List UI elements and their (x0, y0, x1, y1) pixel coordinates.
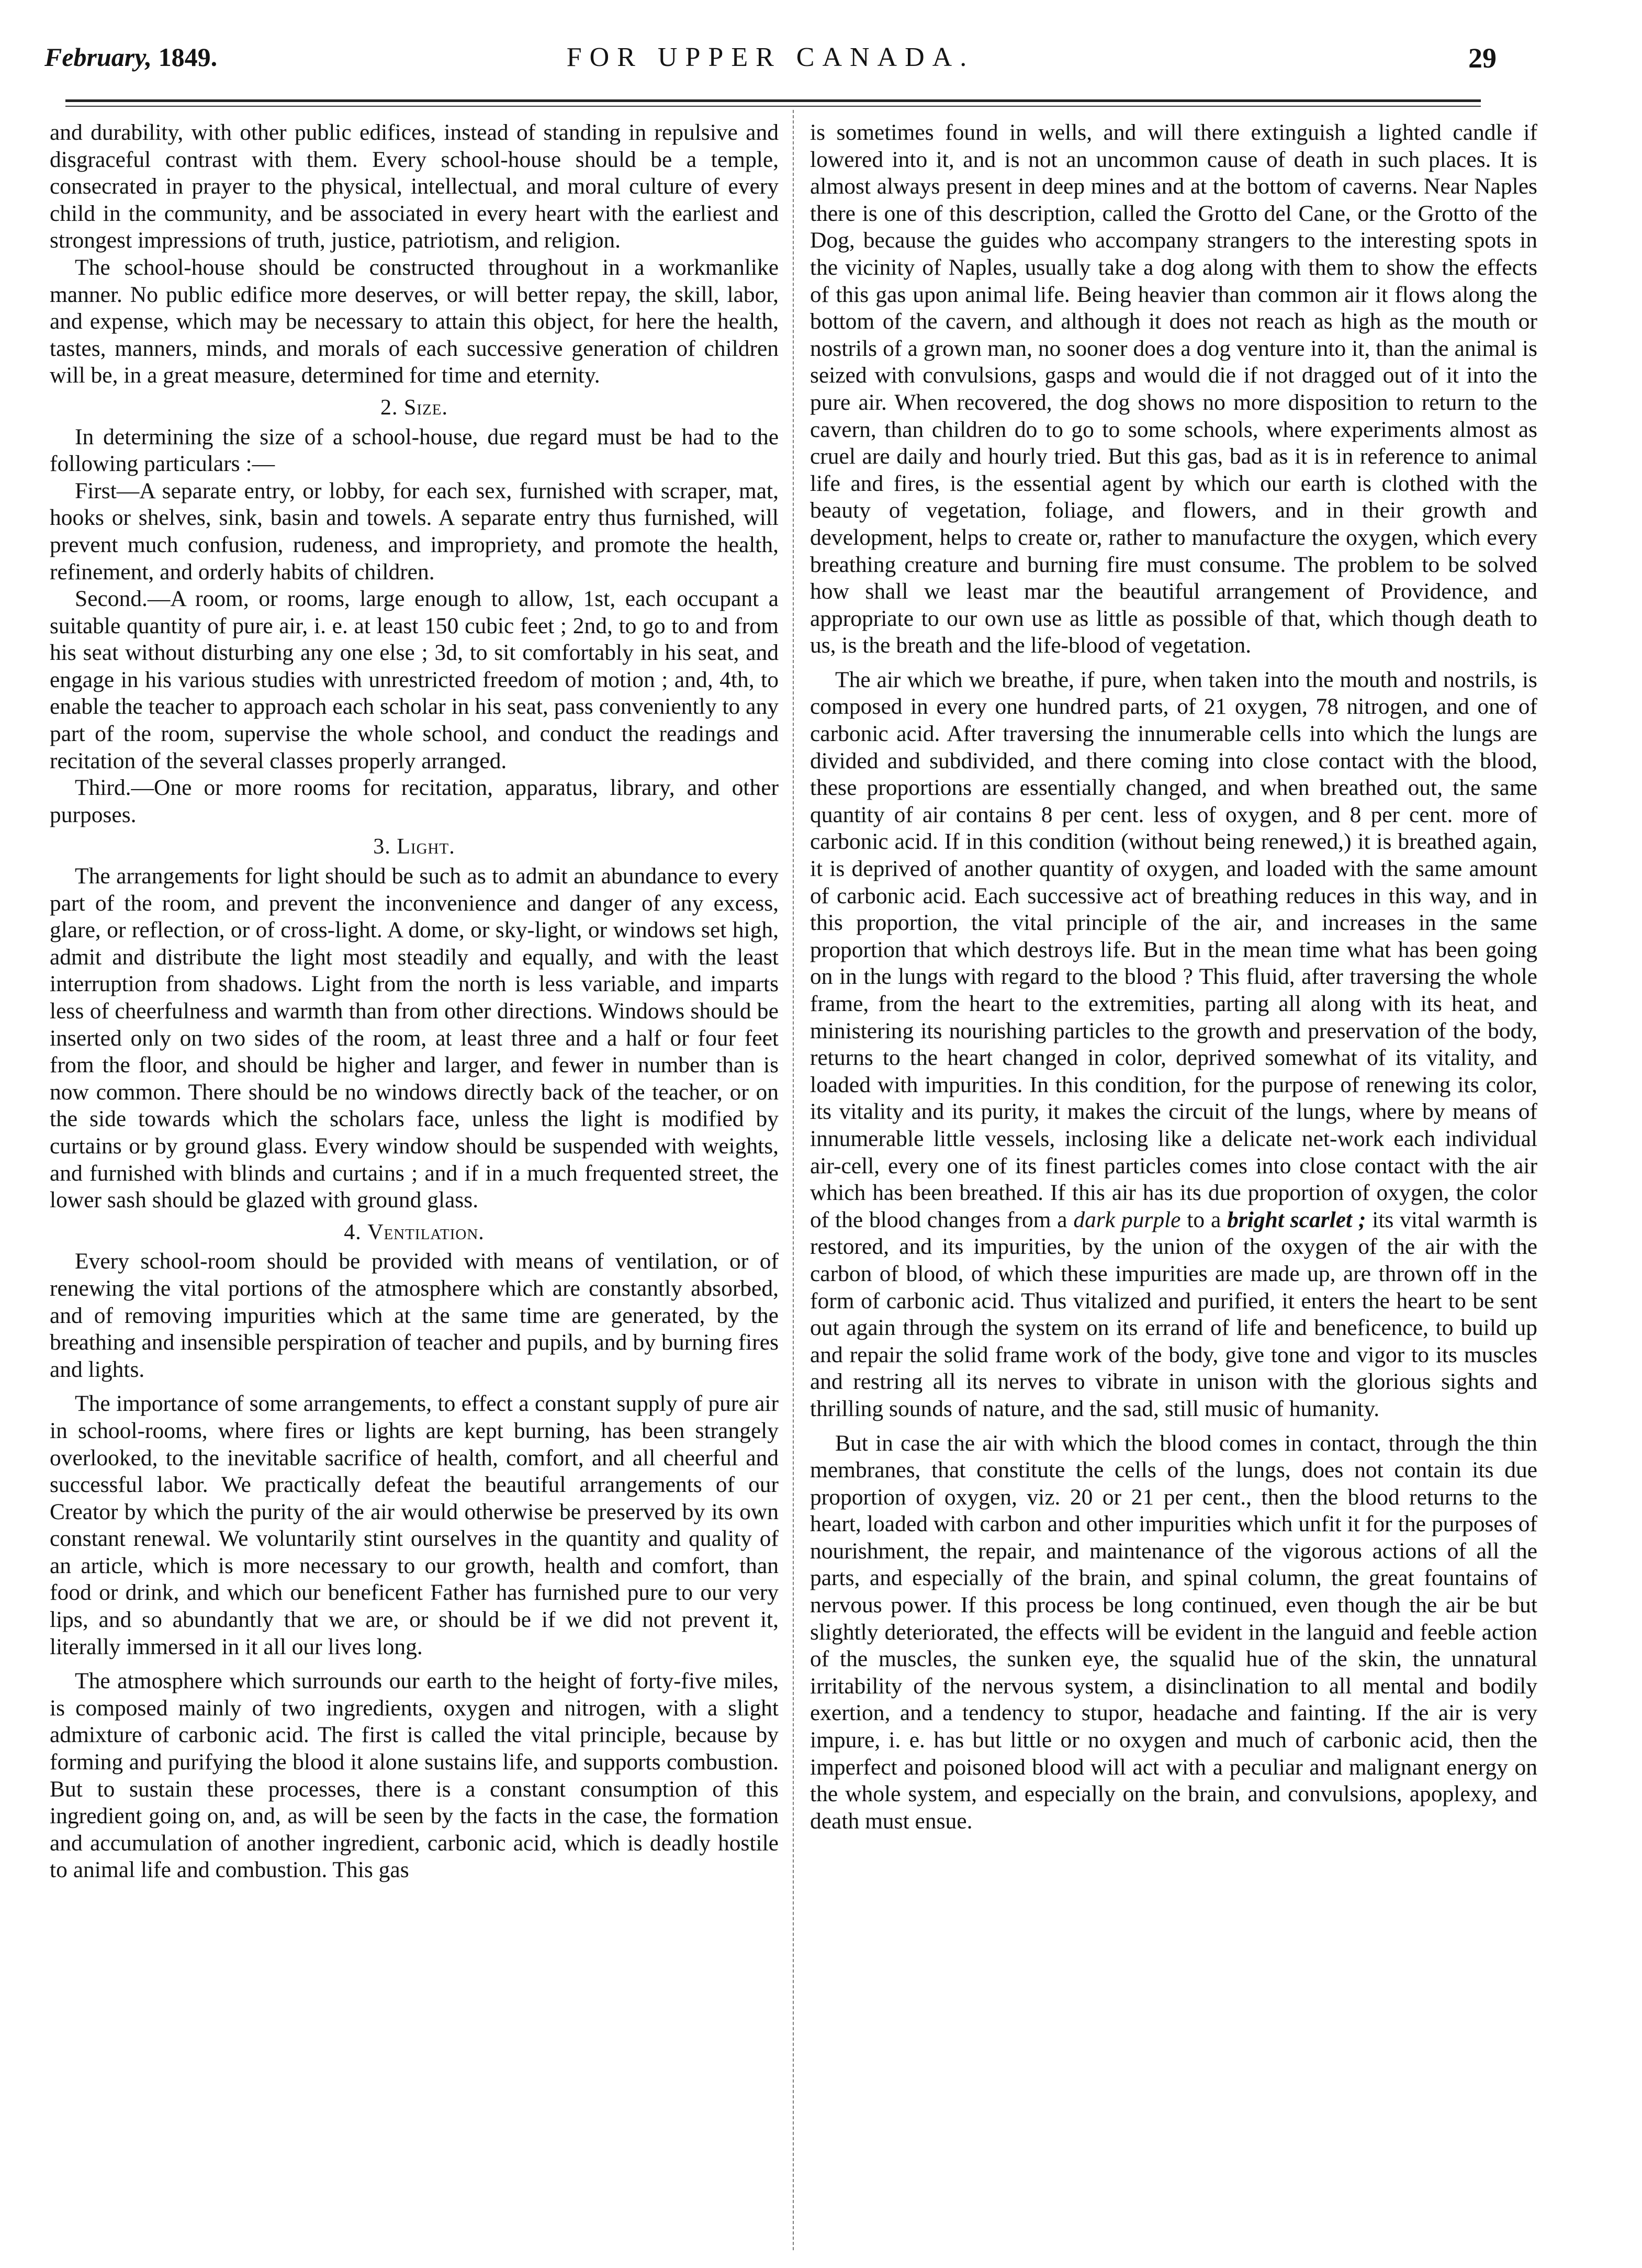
right-column (810, 119, 1537, 2244)
page-header (44, 39, 1497, 97)
italic-text: dark purple (1073, 1207, 1181, 1232)
paragraph: and durability, with other public edifices, instead of standing in repulsive and disgraceful contrast with them. Every school-house should be a temple, consecrated in prayer to the physical, intellectual, and moral culture of every child in the community, and be associated in every heart with the earliest and strongest impressions of truth, justice, patriotism, and religion. (50, 120, 779, 253)
paragraph: But in case the air with which the blood comes in contact, through the thin membranes, that constitute the cells of the lungs, does not contain its due proportion of oxygen, viz. 20 or 21 per cent., then the blood returns to the heart, loaded with carbon and other impurities which unfit it for the purposes of nourishment, the repair, and maintenance of the vigorous actions of all the parts, and especially of the brain, and spinal column, the great fountains of nervous power. If this process be long continued, even though the air be but slightly deteriorated, the effects will be evident in the languid and feeble action of the muscles, the sunken eye, the squalid hue of the skin, the unnatural irritability of the nervous system, a disinclination to all mental and bodily exertion, and a tendency to stupor, headache and fainting. If the air is very impure, i. e. has but little or no oxygen and much of carbonic acid, then the imperfect and poisoned blood will act with a peculiar and malignant energy on the whole system, and especially on the brain, and convulsions, apoplexy, and death must ensue. (810, 1430, 1537, 1834)
section-heading-ventilation: 4. Ventilation. (344, 1220, 485, 1244)
paragraph: Second.—A room, or rooms, large enough to allow, 1st, each occupant a suitable quantity of pure air, i. e. at least 150 cubic feet ; 2nd, to go to and from his seat without disturbing any one else ; 3d, to sit comfortably in his seat, and engage in his various studies with unrestricted freedom of motion ; and, 4th, to enable the teacher to approach each scholar in his seat, pass conveniently to any part of the room, supervise the whole school, and conduct the readings and recitation of the several classes properly arranged. (50, 586, 779, 773)
section-heading-light: 3. Light. (373, 835, 455, 859)
column-divider (793, 110, 794, 2250)
page-number: 29 (1468, 42, 1497, 74)
header-rule-thick (65, 99, 1481, 102)
paragraph: Every school-room should be provided with means of ventilation, or of renewing the vital portions of the atmosphere which are constantly absorbed, and of removing impurities which at the same time are generated, by the breathing and insensible perspiration of teacher and pupils, and by burning fires and lights. (50, 1249, 779, 1382)
header-rule-thin (65, 106, 1481, 107)
paragraph: The air which we breathe, if pure, when taken into the mouth and nostrils, is composed in every one hundred parts, of 21 oxygen, 78 nitrogen, and one of carbonic acid. After traversing the innumerable cells into which the lungs are divided and subdivided, and there coming into close contact with the blood, these proportions are essentially changed, and when breathed out, the same quantity of air contains 8 per cent. less of oxygen, and 8 per cent. more of carbonic acid. If in this condition (without being renewed,) it is breathed again, it is deprived of another quantity of oxygen, and loaded with the same amount of carbonic acid. Each successive act of breathing reduces in this way, and in this proportion, the vital principle of the air, and increases in the same proportion that which destroys life. But in the mean time what has been going on in the lungs with regard to the blood ? This fluid, after traversing the whole frame, from the heart to the extremities, parting all along with its heat, and ministering its nourishing particles to the growth and preservation of the body, returns to the heart changed in color, deprived somewhat of its vitality, and loaded with impurities. In this condition, for the purpose of renewing its color, its vitality and its purity, it makes the circuit of the lungs, where by means of innumerable little vessels, inclosing like a delicate net-work each individual air-cell, every one of its finest particles comes into close contact with the air which has been breathed. If this air has its due proportion of oxygen, the color of the blood changes from a dark purple to a bright scarlet ; its vital warmth is restored, and its impurities, by the union of the oxygen of the air with the carbon of blood, of which these impurities are made up, are thrown off in the form of carbonic acid. Thus vitalized and purified, it enters the heart to be sent out again through the system on its errand of life and beneficence, to build up and repair the solid frame work of the body, give tone and vigor to its muscles and restring all its nerves to vibrate in unison with the glorious sights and thrilling sounds of nature, and the sad, still music of humanity. (810, 667, 1537, 1421)
paragraph: In determining the size of a school-house, due regard must be had to the following particulars :— (50, 424, 779, 477)
paragraph: The importance of some arrangements, to effect a constant supply of pure air in school-rooms, where fires or lights are kept burning, has been strangely overlooked, to the inevitable sacrifice of health, comfort, and all cheerful and successful labor. We practically defeat the beautiful arrangements of our Creator by which the purity of the air would otherwise be preserved by its own constant renewal. We voluntarily stint ourselves in the quantity and quality of an article, which is more necessary to our growth, health and comfort, than food or drink, and which our beneficent Father has furnished pure to our very lips, and so abundantly that we are, or should be if we did not prevent it, literally immersed in it all our lives long. (50, 1391, 779, 1659)
paragraph: is sometimes found in wells, and will there extinguish a lighted candle if lowered into it, and is not an uncommon cause of death in such places. It is almost always present in deep mines and at the bottom of caverns. Near Naples there is one of this description, called the Grotto del Cane, or the Grotto of the Dog, because the guides who accompany strangers to the interesting spots in the vicinity of Naples, usually take a dog along with them to show the effects of this gas upon animal life. Being heavier than common air it flows along the bottom of the cavern, and although it does not reach as high as the mouth or nostrils of a grown man, no sooner does a dog venture into it, than the animal is seized with convulsions, gasps and would die if not dragged out of it into the pure air. When recovered, the dog shows no more disposition to return to the cavern, than children do to go to some schools, where experiments almost as cruel are daily and hourly tried. But this gas, bad as it is in reference to animal life and fires, is the essential agent by which our earth is clothed with the beauty of vegetation, foliage, and flowers, and in their growth and development, helps to create or, rather to manufacture the oxygen, which every breathing creature and burning fire must consume. The problem to be solved how shall we least mar the beautiful arrangement of Providence, and appropriate to our own use as little as possible of that, which though death to us, is the breath and the life-blood of vegetation. (810, 120, 1537, 658)
paragraph: Third.—One or more rooms for recitation, apparatus, library, and other purposes. (50, 775, 779, 827)
header-title: FOR UPPER CANADA. (566, 42, 975, 72)
paragraph: The school-house should be constructed throughout in a workmanlike manner. No public edifice more deserves, or will better repay, the skill, labor, and expense, which may be necessary to attain this object, for here the health, tastes, manners, minds, and morals of each successive generation of children will be, in a great measure, determined for time and eternity. (50, 254, 779, 388)
header-date-month: February, (44, 42, 152, 72)
left-column (50, 119, 779, 2244)
italic-text: bright scarlet ; (1227, 1207, 1366, 1232)
section-heading-size: 2. Size. (380, 395, 448, 420)
header-date-year: 1849. (158, 42, 218, 72)
paragraph: The arrangements for light should be such as to admit an abundance to every part of the room, and prevent the inconvenience and danger of any excess, glare, or reflection, or of cross-light. A dome, or sky-light, or windows set high, admit and distribute the light most steadily and equally, and with the least interruption from shadows. Light from the north is less variable, and imparts less of cheerfulness and warmth than from other directions. Windows should be inserted only on two sides of the room, at least three and a half or four feet from the floor, and should be higher and larger, and fewer in number than is now common. There should be no windows directly back of the teacher, or on the side towards which the scholars face, unless the light is modified by curtains or by ground glass. Every window should be suspended with weights, and furnished with blinds and curtains ; and if in a much frequented street, the lower sash should be glazed with ground glass. (50, 863, 779, 1213)
paragraph: First—A separate entry, or lobby, for each sex, furnished with scraper, mat, hooks or shelves, sink, basin and towels. A separate entry thus furnished, will prevent much confusion, rudeness, and impropriety, and promote the health, refinement, and orderly habits of children. (50, 478, 779, 585)
paragraph: The atmosphere which surrounds our earth to the height of forty-five miles, is composed mainly of two ingredients, oxygen and nitrogen, with a slight admixture of carbonic acid. The first is called the vital principle, because by forming and purifying the blood it alone sustains life, and supports combustion. But to sustain these processes, there is a constant consumption of this ingredient going on, and, as will be seen by the facts in the case, the formation and accumulation of another ingredient, carbonic acid, which is deadly hostile to animal life and combustion. This gas (50, 1668, 779, 1883)
